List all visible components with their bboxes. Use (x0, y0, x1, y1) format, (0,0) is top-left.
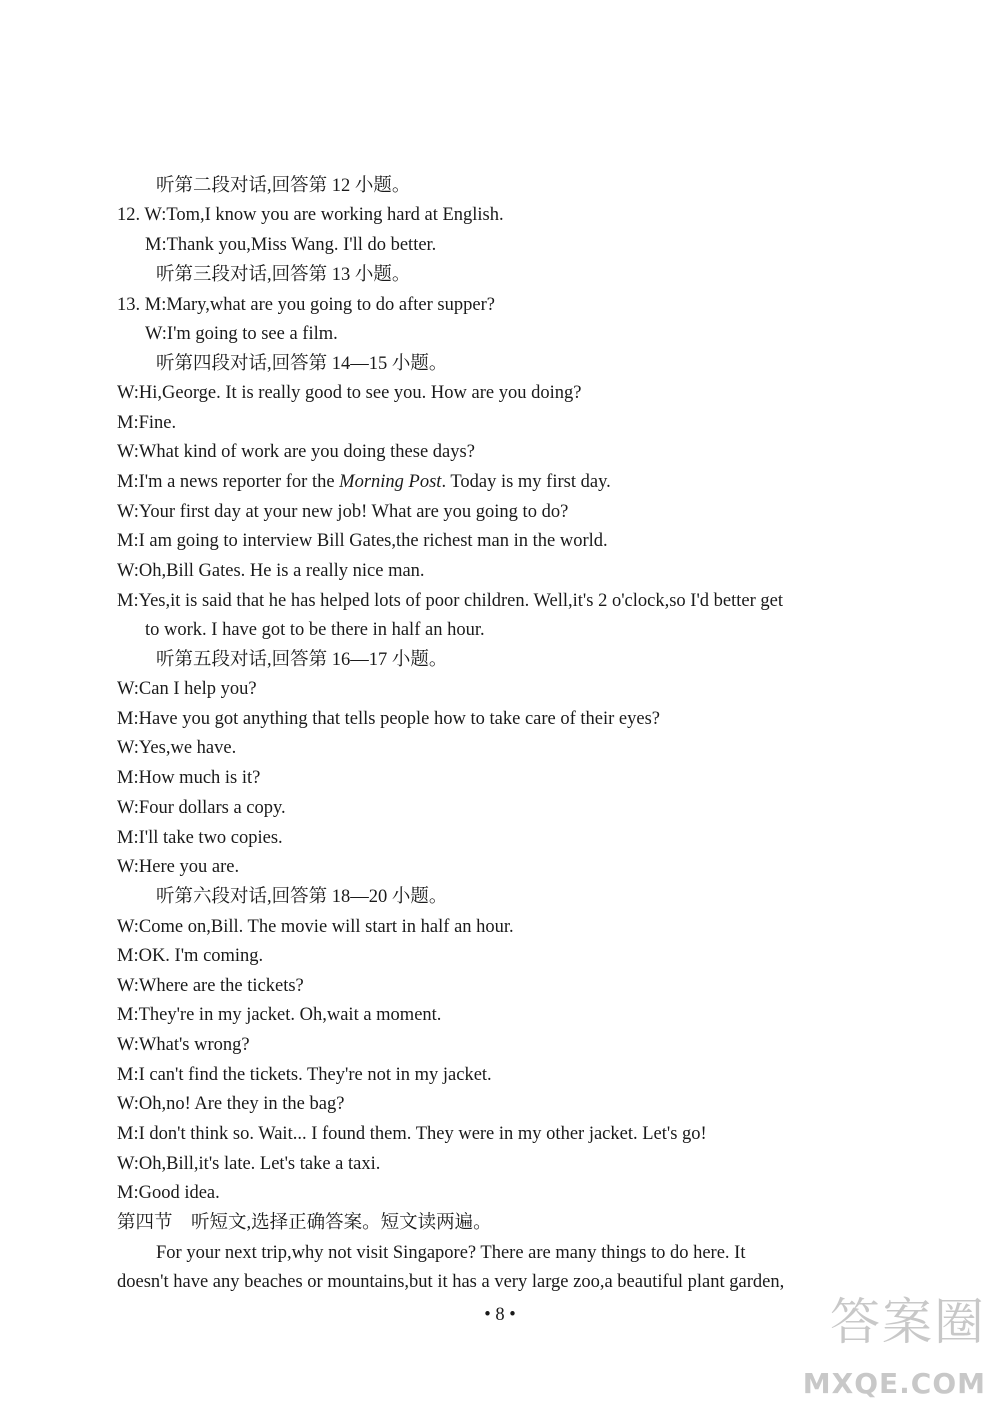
dialogue-line: W:Come on,Bill. The movie will start in half an hour. (117, 917, 514, 937)
dialogue-line: 12. W:Tom,I know you are working hard at English. (117, 205, 504, 225)
dialogue-line: W:Oh,Bill,it's late. Let's take a taxi. (117, 1154, 381, 1174)
section-heading: 听第五段对话,回答第 16—17 小题。 (156, 650, 448, 670)
dialogue-line: M:Fine. (117, 413, 177, 433)
dialogue-text: M:I'm a news reporter for the (117, 472, 340, 492)
dialogue-line: W:Four dollars a copy. (117, 798, 286, 818)
passage-line: doesn't have any beaches or mountains,but it has a very large zoo,a beautiful plant garden, (117, 1272, 785, 1292)
dialogue-line: M:I am going to interview Bill Gates,the richest man in the world. (117, 531, 608, 551)
page-number: • 8 • (484, 1305, 516, 1325)
dialogue-line: M:I don't think so. Wait... I found them. They were in my other jacket. Let's go! (117, 1124, 707, 1144)
dialogue-line: M:I can't find the tickets. They're not in my jacket. (117, 1065, 492, 1085)
dialogue-line: W:What's wrong? (117, 1035, 250, 1055)
dialogue-line: W:I'm going to see a film. (145, 324, 338, 344)
dialogue-line: W:Here you are. (117, 857, 240, 877)
dialogue-line: W:Hi,George. It is really good to see you. How are you doing? (117, 383, 582, 403)
watermark-logo (786, 1292, 986, 1400)
dialogue-line: M:Have you got anything that tells people how to take care of their eyes? (117, 709, 661, 729)
section-heading: 听第三段对话,回答第 13 小题。 (156, 265, 411, 285)
section-heading: 听第六段对话,回答第 18—20 小题。 (156, 887, 448, 907)
dialogue-line (117, 471, 611, 493)
dialogue-line: W:Oh,no! Are they in the bag? (117, 1094, 345, 1114)
dialogue-line: M:Thank you,Miss Wang. I'll do better. (145, 235, 437, 255)
dialogue-line: M:Good idea. (117, 1183, 220, 1203)
dialogue-line: M:Yes,it is said that he has helped lots of poor children. Well,it's 2 o'clock,so I'd better get (117, 591, 784, 611)
dialogue-line-continued: to work. I have got to be there in half an hour. (145, 620, 485, 640)
dialogue-line: M:How much is it? (117, 768, 261, 788)
section-heading: 听第二段对话,回答第 12 小题。 (156, 176, 411, 196)
dialogue-text: . Today is my first day. (441, 472, 611, 492)
dialogue-line: M:I'll take two copies. (117, 828, 283, 848)
dialogue-line: M:They're in my jacket. Oh,wait a moment. (117, 1005, 442, 1025)
watermark-url: MXQE.COM (802, 1367, 986, 1400)
dialogue-line: W:Can I help you? (117, 679, 257, 699)
section-title: 第四节 听短文,选择正确答案。短文读两遍。 (117, 1213, 492, 1233)
section-heading: 听第四段对话,回答第 14—15 小题。 (156, 354, 448, 374)
dialogue-line: W:Where are the tickets? (117, 976, 304, 996)
dialogue-line: W:Yes,we have. (117, 738, 237, 758)
dialogue-line: W:What kind of work are you doing these days? (117, 442, 475, 462)
dialogue-line: 13. M:Mary,what are you going to do after supper? (117, 295, 495, 315)
dialogue-line: M:OK. I'm coming. (117, 946, 264, 966)
newspaper-title: Morning Post (339, 472, 442, 492)
passage-line: For your next trip,why not visit Singapore? There are many things to do here. It (156, 1243, 746, 1263)
dialogue-line: W:Oh,Bill Gates. He is a really nice man. (117, 561, 425, 581)
watermark-text: 答案圈 (830, 1293, 986, 1351)
dialogue-line: W:Your first day at your new job! What are you going to do? (117, 502, 569, 522)
